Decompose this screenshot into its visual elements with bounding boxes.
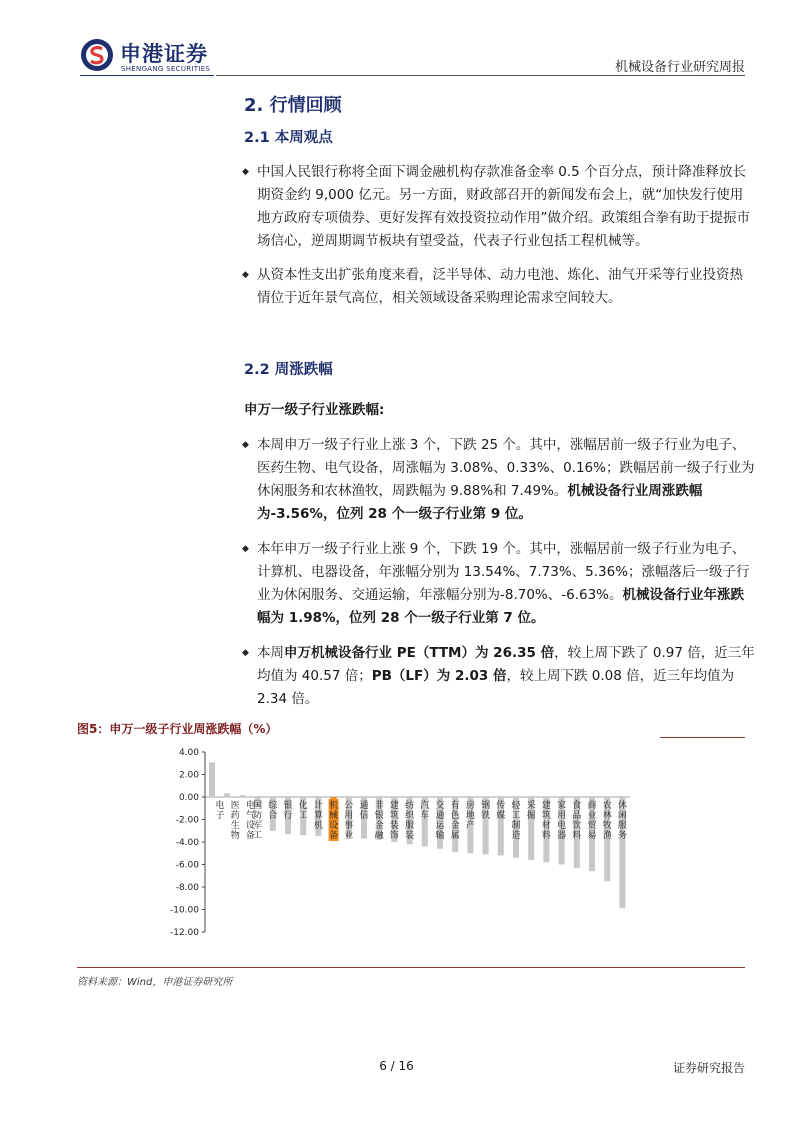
- y-tick-label: -10.00: [169, 905, 199, 916]
- pe-text-1: 本周: [257, 645, 284, 661]
- category-label-12: 建筑装饰: [389, 801, 399, 841]
- category-label-10: 通信: [359, 801, 369, 821]
- subsection-title-view: 2.1 本周观点: [244, 130, 333, 146]
- logo-cn: 申港证券: [120, 42, 208, 66]
- valuation-bullet: [244, 642, 756, 711]
- y-tick-label: 2.00: [178, 770, 199, 781]
- y-tick-label: -6.00: [175, 860, 199, 871]
- yearly-performance-bullet: [244, 538, 756, 630]
- category-label-18: 钢铁: [481, 801, 491, 821]
- category-label-20: 轻工制造: [511, 801, 521, 841]
- shengang-logo-icon: [80, 38, 114, 72]
- category-label-9: 公用事业: [344, 801, 354, 841]
- category-label-22: 建筑材料: [541, 801, 551, 841]
- performance-bullets: [244, 434, 756, 711]
- category-label-19: 传媒: [496, 801, 506, 821]
- category-label-21: 采掘: [526, 801, 536, 821]
- y-tick-label: -4.00: [175, 838, 199, 848]
- category-label-3: 国防军工: [253, 801, 263, 841]
- category-label-8: 机械设备: [329, 801, 339, 841]
- category-label-6: 化工: [298, 801, 308, 821]
- subsection-title-performance: 2.2 周涨跌幅: [244, 362, 333, 378]
- category-label-11: 非银金融: [374, 801, 384, 841]
- page-header: [0, 0, 793, 80]
- category-label-16: 有色金属: [450, 801, 460, 841]
- section-title: 2. 行情回顾: [244, 95, 342, 116]
- y-tick-label: 4.00: [178, 748, 199, 758]
- weekly-change-bar-chart: [150, 745, 630, 940]
- y-tick-label: 0.00: [178, 793, 199, 803]
- pe-text-3: ，较上周下跌 0.08 倍，近三年均值为 2.34 倍。: [257, 668, 735, 707]
- figure-title-rule: [660, 737, 745, 738]
- category-label-7: 计算机: [313, 801, 323, 831]
- sw-label: 申万一级子行业涨跌幅:: [244, 402, 385, 418]
- category-label-2: 电气设备: [245, 801, 255, 841]
- pe-text-2: ，较上周下跌了 0.97 倍，近三年均值为 40.57 倍；: [257, 645, 755, 684]
- y-tick-label: -12.00: [169, 928, 199, 938]
- header-rule: [216, 75, 745, 76]
- category-label-17: 房地产: [465, 801, 475, 831]
- category-label-24: 食品饮料: [572, 801, 582, 841]
- category-label-23: 家用电器: [557, 801, 567, 841]
- figure-source: 资料来源：Wind，申港证券研究所: [77, 977, 233, 988]
- page-number: 6 / 16: [379, 1059, 414, 1073]
- figure-title: 图5：申万一级子行业周涨跌幅（%）: [77, 722, 278, 736]
- footer-report-label: 证券研究报告: [672, 1061, 745, 1075]
- category-label-25: 商业贸易: [587, 801, 597, 841]
- logo-en: SHENGANG SECURITIES: [121, 65, 211, 73]
- source-rule: [77, 967, 745, 968]
- weekly-performance-bullet: [244, 434, 756, 526]
- category-label-27: 休闲服务: [617, 801, 627, 841]
- pe-bold-1: 申万机械设备行业 PE（TTM）为 26.35 倍: [284, 645, 555, 661]
- view-bullets: [244, 161, 756, 310]
- y-tick-label: -2.00: [175, 815, 199, 826]
- category-label-4: 综合: [268, 801, 278, 821]
- y-tick-label: -8.00: [175, 883, 199, 893]
- header-rule-left: [80, 75, 214, 76]
- category-label-5: 银行: [283, 801, 293, 821]
- report-type: 机械设备行业研究周报: [614, 60, 745, 75]
- category-label-15: 交通运输: [435, 801, 445, 841]
- yearly-text: 本年申万一级子行业上涨 9 个，下跌 19 个。其中，涨幅居前一级子行业为电子、计算机、电器设备，年涨幅分别为 13.54%、7.73%、5.36%；涨幅落后一级子行业为休闲服务、交通运输，年涨幅分别为-8.70%、-6.63%。: [257, 541, 750, 603]
- weekly-bold-text: 机械设备行业周涨跌幅为-3.56%，位列 28 个一级子行业第 9 位。: [257, 483, 703, 522]
- yearly-bold-text: 机械设备行业年涨跌幅为 1.98%，位列 28 个一级子行业第 7 位。: [257, 587, 745, 626]
- bar-1: [224, 793, 230, 797]
- category-label-0: 电子: [215, 801, 225, 821]
- category-label-26: 农林牧渔: [602, 801, 612, 841]
- view-bullet-1: ◆ 中国人民银行称将全面下调金融机构存款准备金率 0.5 个百分点，预计降准释放长期资金约 9,000 亿元。另一方面，财政部召开的新闻发布会上，就“加快发行使用地方政府专项债券、更好发挥有效投资拉动作用”做介绍。政策组合拳有助于提振市场信心，逆周期调节板块有望受益，代表子行业包括工程机械等。: [244, 161, 756, 253]
- bar-0: [209, 762, 215, 797]
- pe-bold-2: PB（LF）为 2.03 倍: [371, 668, 507, 684]
- category-label-14: 汽车: [420, 801, 430, 821]
- weekly-text: 本周申万一级子行业上涨 3 个，下跌 25 个。其中，涨幅居前一级子行业为电子、医药生物、电气设备，周涨幅为 3.08%、0.33%、0.16%；跌幅居前一级子行业为休闲服务和农林渔牧，周跌幅为 9.88%和 7.49%。: [257, 437, 755, 499]
- category-label-13: 纺织服装: [405, 801, 415, 841]
- category-label-1: 医药生物: [230, 801, 240, 841]
- bar-2: [239, 795, 245, 797]
- view-bullet-2: ◆ 从资本性支出扩张角度来看，泛半导体、动力电池、炼化、油气开采等行业投资热情位于近年景气高位，相关领域设备采购理论需求空间较大。: [244, 264, 756, 310]
